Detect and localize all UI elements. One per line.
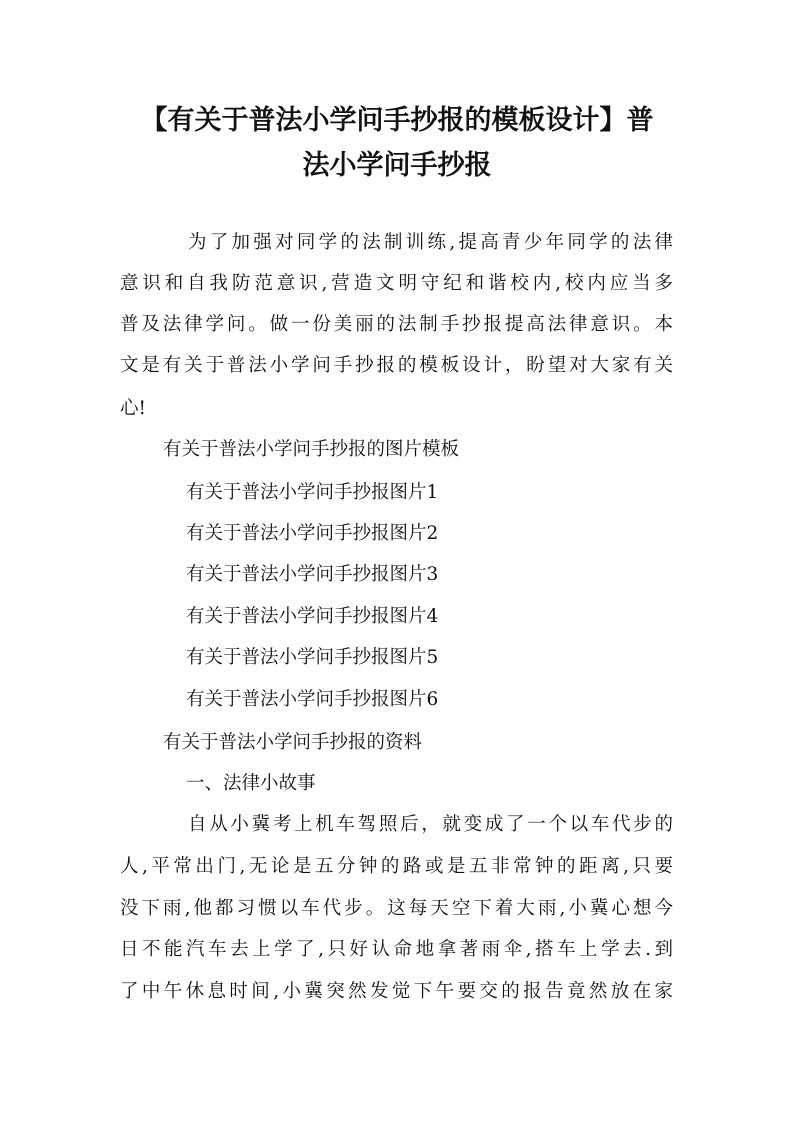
- document-title: [0, 98, 794, 188]
- title-line-1: 【有关于普法小学问手抄报的模板设计】普: [140, 105, 654, 136]
- title-line-2: 法小学问手抄报: [302, 150, 492, 181]
- intro-line-4: 文是有关于普法小学问手抄报的模板设计，盼望对大家有关: [120, 355, 673, 376]
- image-item-4: 有关于普法小学问手抄报图片4: [186, 606, 439, 627]
- story-line-1: 自从小冀考上机车驾照后，就变成了一个以车代步的: [188, 814, 673, 835]
- section-heading-materials: 有关于普法小学问手抄报的资料: [163, 732, 423, 753]
- story-line-2: 人,平常出门,无论是五分钟的路或是五非常钟的距离,只要: [120, 856, 673, 877]
- image-item-2: 有关于普法小学问手抄报图片2: [186, 523, 439, 544]
- intro-line-1: 为了加强对同学的法制训练,提高青少年同学的法律: [188, 232, 673, 253]
- story-line-5: 了中午休息时间,小冀突然发觉下午要交的报告竟然放在家: [120, 981, 673, 1002]
- section-heading-images: 有关于普法小学问手抄报的图片模板: [163, 439, 460, 460]
- intro-line-3: 普及法律学问。做一份美丽的法制手抄报提高法律意识。本: [120, 314, 673, 335]
- image-item-3: 有关于普法小学问手抄报图片3: [186, 564, 439, 585]
- story-line-3: 没下雨,他都习惯以车代步。这每天空下着大雨,小冀心想今: [120, 898, 673, 919]
- subheading-law-story: 一、法律小故事: [186, 773, 316, 794]
- intro-line-5: 心!: [120, 398, 146, 419]
- image-item-1: 有关于普法小学问手抄报图片1: [186, 482, 439, 503]
- image-item-5: 有关于普法小学问手抄报图片5: [186, 647, 439, 668]
- image-item-6: 有关于普法小学问手抄报图片6: [186, 689, 439, 710]
- intro-line-2: 意识和自我防范意识,营造文明守纪和谐校内,校内应当多: [120, 273, 673, 294]
- story-line-4: 日不能汽车去上学了,只好认命地拿著雨伞,搭车上学去.到: [120, 939, 673, 960]
